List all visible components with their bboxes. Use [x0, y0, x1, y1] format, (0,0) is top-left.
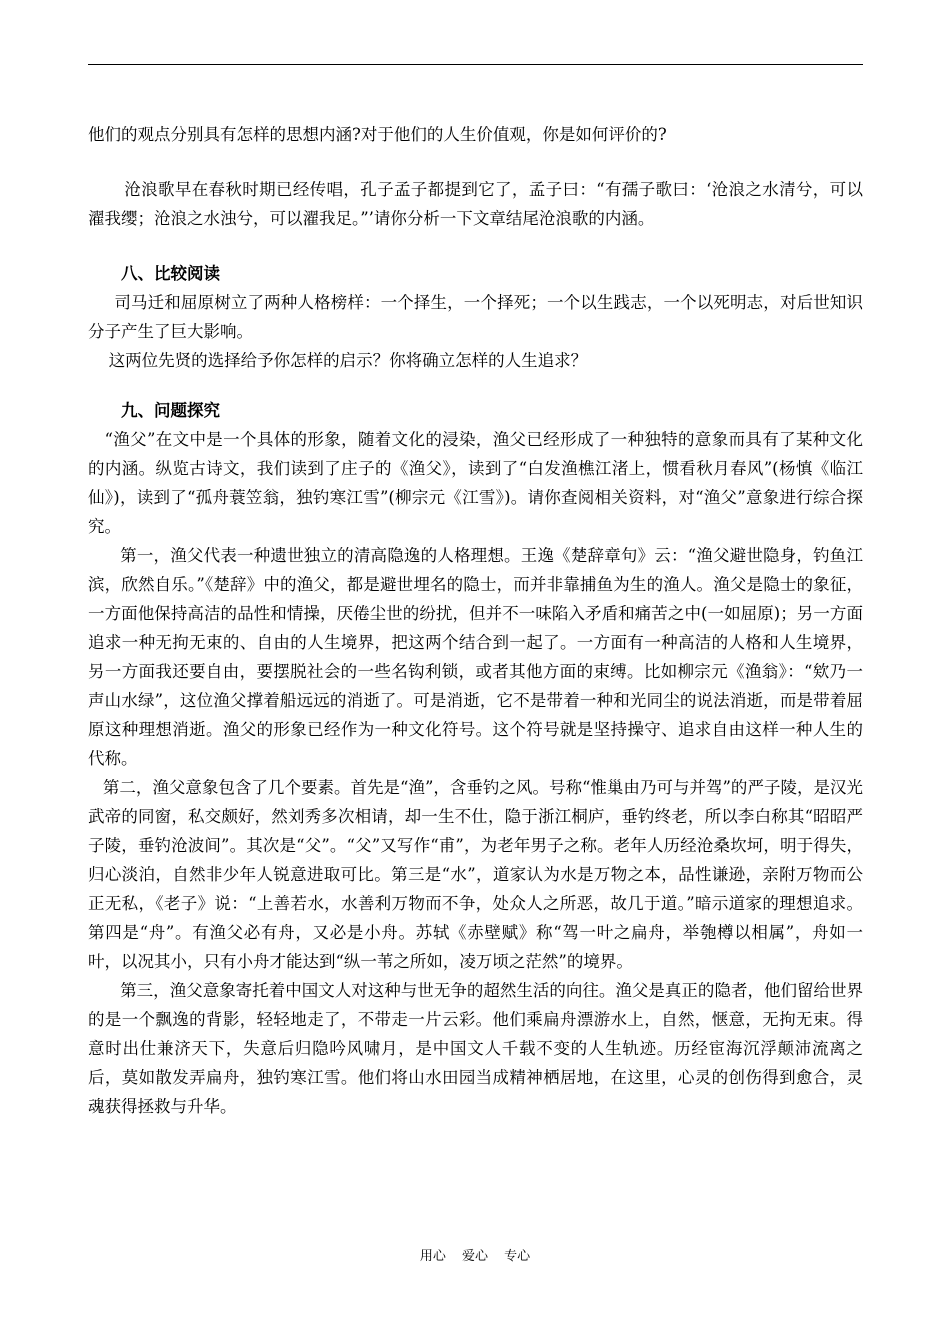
- page-content: [88, 120, 863, 1121]
- section-9-heading: 九、问题探究: [121, 401, 220, 420]
- section-8-heading: 八、比较阅读: [121, 264, 220, 283]
- section-8-paragraph-2: 这两位先贤的选择给予你怎样的启示？你将确立怎样的人生追求？: [108, 351, 588, 370]
- footer-word-3: 专心: [504, 1249, 531, 1264]
- section-9-point-2: 第二，渔父意象包含了几个要素。首先是“渔”，含垂钓之风。号称“惟巢由乃可与并驾”的严子陵，是汉光武帝的同窗，私交颇好，然刘秀多次相请，却一生不仕，隐于浙江桐庐，垂钓终老，所以李白称其“昭昭严子陵，垂钓沧波间”。其次是“父”。“父”又写作“甫”，为老年男子之称。老年人历经沧桑坎坷，明于得失，归心淡泊，自然非少年人锐意进取可比。第三是“水”，道家认为水是万物之本，品性谦逊，亲附万物而公正无私，《老子》说：“上善若水，水善利万物而不争，处众人之所恶，故几于道。”暗示道家的理想追求。第四是“舟”。有渔父必有舟，又必是小舟。苏轼《赤壁赋》称“驾一叶之扁舟，举匏樽以相属”，舟如一叶，以况其小，只有小舟才能达到“纵一苇之所如，凌万顷之茫然”的境界。: [88, 778, 863, 971]
- section-9-point-1: 第一，渔父代表一种遗世独立的清高隐逸的人格理想。王逸《楚辞章句》云：“渔父避世隐身，钓鱼江滨，欣然自乐。”《楚辞》中的渔父，都是避世埋名的隐士，而并非靠捕鱼为生的渔人。渔父是隐士的象征，一方面他保持高洁的品性和情操，厌倦尘世的纷扰，但并不一味陷入矛盾和痛苦之中(一如屈原)；另一方面追求一种无拘无束的、自由的人生境界，把这两个结合到一起了。一方面有一种高洁的人格和人生境界，另一方面我还要自由，要摆脱社会的一些名钩利锁，或者其他方面的束缚。比如柳宗元《渔翁》：“欸乃一声山水绿”，这位渔父撑着船远远的消逝了。可是消逝，它不是带着一种和光同尘的说法消逝，而是带着屈原这种理想消逝。渔父的形象已经作为一种文化符号。这个符号就是坚持操守、追求自由这样一种人生的代称。: [88, 546, 863, 768]
- section-9-point-3: 第三，渔父意象寄托着中国文人对这种与世无争的超然生活的向往。渔父是真正的隐者，他们留给世界的是一个飘逸的背影，轻轻地走了，不带走一片云彩。他们乘扁舟漂游水上，自然，惬意，无拘无束。得意时出仕兼济天下，失意后归隐吟风啸月，是中国文人千载不变的人生轨迹。历经宦海沉浮颠沛流离之后，莫如散发弄扁舟，独钓寒江雪。他们将山水田园当成精神栖居地，在这里，心灵的创伤得到愈合，灵魂获得拯救与升华。: [88, 981, 863, 1116]
- question-line: 他们的观点分别具有怎样的思想内涵?对于他们的人生价值观，你是如何评价的?: [88, 125, 667, 144]
- section-9-intro: “渔父”在文中是一个具体的形象，随着文化的浸染，渔父已经形成了一种独特的意象而具有了某种文化的内涵。纵览古诗文，我们读到了庄子的《渔父》，读到了“白发渔樵江渚上，惯看秋月春风”(杨慎《临江仙》)，读到了“孤舟蓑笠翁，独钓寒江雪”(柳宗元《江雪》)。请你查阅相关资料，对“渔父”意象进行综合探究。: [88, 430, 863, 536]
- canglang-question: 沧浪歌早在春秋时期已经传唱，孔子孟子都提到它了，孟子曰：“有孺子歌曰：‘沧浪之水清兮，可以濯我缨；沧浪之水浊兮，可以濯我足。”’请你分析一下文章结尾沧浪歌的内涵。: [88, 180, 863, 228]
- section-8-paragraph-1: 司马迁和屈原树立了两种人格榜样：一个择生，一个择死；一个以生践志，一个以死明志，对后世知识分子产生了巨大影响。: [88, 293, 863, 341]
- footer-word-1: 用心: [419, 1249, 446, 1264]
- header-rule: [88, 64, 863, 65]
- footer-word-2: 爱心: [461, 1249, 488, 1264]
- page-footer: [0, 1248, 950, 1266]
